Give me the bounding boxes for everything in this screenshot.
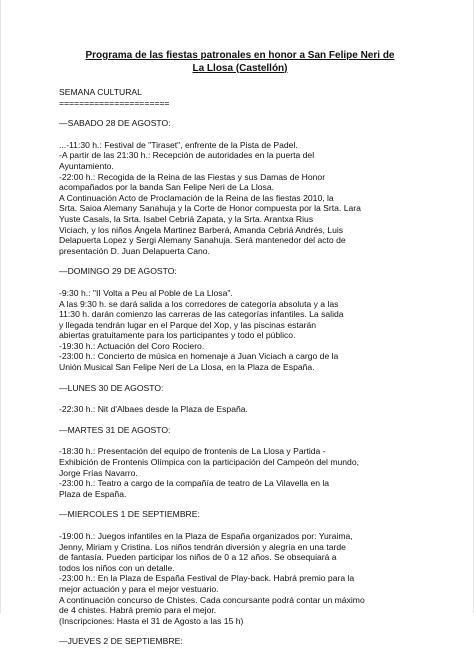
event-line: abiertas gratuitamente para los participantes y todo el público. (59, 330, 296, 341)
day-block (59, 425, 421, 500)
event-line: A las 9:30 h. se dará salida a los corredores de categoría absoluta y a las (59, 298, 339, 309)
day-events (59, 404, 421, 415)
day-block (59, 266, 421, 372)
event-line: -9:30 h.: "II Volta a Peu al Poble de La Llosa". (59, 287, 233, 298)
day-events (59, 446, 421, 499)
event-line: -22:00 h.: Recogida de la Reina de las Fiestas y sus Damas de Honor (59, 171, 326, 182)
event-line: -19:00 h.: Juegos infantiles en la Plaza de España organizados por: Yuraima, (59, 531, 353, 541)
event-line: Plaza de España. (59, 488, 127, 499)
event-line: Delapuerta Lopez y Sergi Alemany Sanahuja. Será mantenedor del acto de (59, 235, 346, 246)
event-line: acompañados por la banda San Felipe Neri de La Llosa. (59, 182, 274, 193)
document-title (59, 50, 421, 75)
title-line-1: Programa de las fiestas patronales en honor a San Felipe Neri de (85, 50, 395, 61)
event-line: y llegada tendrán lugar en el Parque del Xop, y las piscinas estarán (59, 319, 317, 330)
event-line: Ayuntamiento. (59, 160, 114, 171)
event-line: de 4 chistes. Habrá premio para el mejor. (59, 605, 217, 616)
day-events (59, 531, 421, 626)
event-line: mejor actuación y para el mejor vestuario. (59, 583, 219, 594)
event-line: de fantasía. Pueden participar los niños de 0 a 12 años. Se obsequiará a (59, 552, 337, 563)
event-line: -18:30 h.: Presentación del equipo de frontenis de La Llosa y Partida - (59, 446, 326, 457)
day-heading: —MIERCOLES 1 DE SEPTIEMBRE: (59, 509, 200, 520)
day-list (59, 118, 421, 647)
day-events (59, 140, 421, 257)
event-line: presentación D. Juan Delapuerta Cano. (59, 245, 210, 256)
day-heading: —DOMINGO 29 DE AGOSTO: (59, 266, 177, 277)
event-line: -23:00 h.: Teatro a cargo de la compañía de teatro de La Vilavella en la (59, 478, 330, 489)
event-line: -23:00 h.: En la Plaza de España Festival de Play-back. Habrá premio para la (59, 573, 355, 584)
event-line: Viciach, y los niños Ángela Martinez Barberá, Amanda Cebriá Andrés, Luis (59, 224, 344, 235)
section-heading: SEMANA CULTURAL (59, 87, 142, 97)
event-line: A continuación concurso de Chistes. Cada concursante podrá contar un máximo (59, 594, 365, 605)
event-line: -22:30 h.: Nit d'Albaes desde la Plaza de España. (59, 404, 248, 415)
day-heading: —MARTES 31 DE AGOSTO: (59, 424, 171, 435)
title-line-2: La Llosa (Castellón) (192, 62, 288, 74)
event-line: -23:00 h.: Concierto de música en homenaje a Juan Viciach a cargo de la (59, 351, 339, 362)
day-heading: —LUNES 30 DE AGOSTO: (59, 382, 164, 393)
event-line: (Inscripciones: Hasta el 31 de Agosto a las 15 h) (59, 615, 244, 626)
event-line: 11:30 h. darán comienzo las carreras de las categorías infantiles. La salida (59, 309, 344, 320)
event-line: Unión Musical San Felipe Neri de La Llosa, en la Plaza de España. (59, 362, 315, 373)
event-line: ...-11:30 h.: Festival de "Tiraset", enfrente de la Pista de Padel. (59, 139, 298, 150)
day-heading: —SABADO 28 DE AGOSTO: (59, 118, 171, 129)
day-events (59, 288, 421, 373)
event-line: A Continuación Acto de Proclamación de la Reina de las fiestas 2010, la (59, 192, 334, 203)
event-line: Exhibición de Frontenis Olímpica con la participación del Campeón del mundo, (59, 457, 359, 468)
event-line: todos los niños con un detalle. (59, 562, 175, 573)
day-block (59, 118, 421, 256)
section-underline: ====================== (59, 97, 170, 108)
event-line: Srta. Saioa Alemany Sanahuja y la Corte de Honor compuesta por la Srta. Lara (59, 203, 361, 214)
day-block (59, 383, 421, 415)
event-line: Jenny, Miriam y Cristina. Los niños tendrán diversión y alegría en una tarde (59, 541, 346, 552)
event-line: -19:30 h.: Actuación del Coro Rociero. (59, 340, 205, 351)
day-block (59, 636, 421, 647)
document-body (59, 50, 421, 658)
day-heading: —JUEVES 2 DE SEPTIEMBRE: (59, 636, 183, 647)
event-line: Yuste Casals, la Srta. Isabel Cebriá Zapata, y la Srta. Arantxa Rius (59, 213, 314, 224)
event-line: Jorge Frías Navarro. (59, 467, 138, 478)
day-block (59, 509, 421, 626)
event-line: -A partir de las 21:30 h.: Recepción de autoridades en la puerta del (59, 150, 315, 161)
